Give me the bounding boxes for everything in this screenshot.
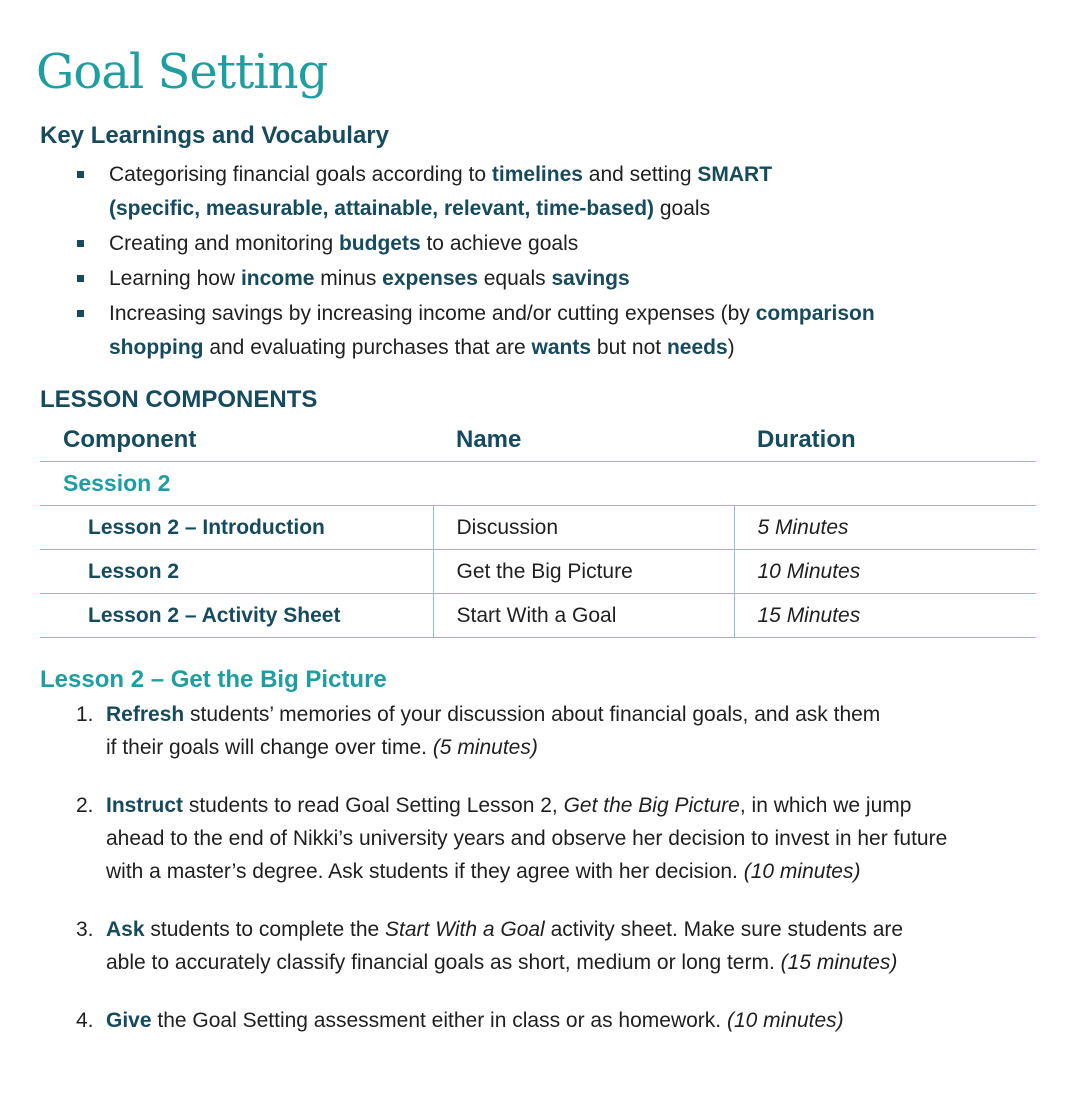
column-header: Duration xyxy=(734,418,1036,462)
step-number: 2. xyxy=(76,794,94,817)
name-cell: Discussion xyxy=(433,506,734,550)
bullet-square-icon xyxy=(77,310,84,317)
step-number: 1. xyxy=(76,703,94,726)
name-cell: Get the Big Picture xyxy=(433,550,734,594)
session-row xyxy=(40,462,1036,506)
step-number: 4. xyxy=(76,1009,94,1032)
session-label: Session 2 xyxy=(40,462,1036,506)
table-row xyxy=(40,594,1036,638)
list-item: Increasing savings by increasing income and/or cutting expenses (by comparison shopping and evaluating purchases that are wants but not needs) xyxy=(74,297,1014,365)
bullet-square-icon xyxy=(77,240,84,247)
table-header-row xyxy=(40,418,1036,462)
name-cell: Start With a Goal xyxy=(433,594,734,638)
duration-cell: 10 Minutes xyxy=(734,550,1036,594)
table-row xyxy=(40,550,1036,594)
component-cell: Lesson 2 – Activity Sheet xyxy=(40,594,433,638)
list-item: Categorising financial goals according to timelines and setting SMART (specific, measurable, attainable, relevant, time-based) goals xyxy=(74,158,1014,226)
list-item: 4. Give the Goal Setting assessment either in class or as homework. (10 minutes) xyxy=(64,1004,1044,1037)
list-item: 2. Instruct students to read Goal Setting Lesson 2, Get the Big Picture, in which we jump ahead to the end of Nikki’s university years and observe her decision to invest in her future with a master’s degree. Ask students if they agree with her decision. (10 minutes) xyxy=(64,789,1044,888)
lesson-components-table xyxy=(40,418,1036,638)
component-cell: Lesson 2 xyxy=(40,550,433,594)
bullet-square-icon xyxy=(77,275,84,282)
duration-cell: 5 Minutes xyxy=(734,506,1036,550)
page-title: Goal Setting xyxy=(36,44,328,100)
duration-cell: 15 Minutes xyxy=(734,594,1036,638)
component-cell: Lesson 2 – Introduction xyxy=(40,506,433,550)
key-learnings-list xyxy=(74,158,1014,366)
list-item: Learning how income minus expenses equals savings xyxy=(74,262,1014,296)
key-learnings-heading: Key Learnings and Vocabulary xyxy=(40,122,389,149)
lesson-section-heading: Lesson 2 – Get the Big Picture xyxy=(40,666,387,693)
bullet-square-icon xyxy=(77,171,84,178)
step-number: 3. xyxy=(76,918,94,941)
list-item: 1. Refresh students’ memories of your discussion about financial goals, and ask them if their goals will change over time. (5 minutes) xyxy=(64,698,1044,764)
list-item: 3. Ask students to complete the Start With a Goal activity sheet. Make sure students are able to accurately classify financial goals as short, medium or long term. (15 minutes) xyxy=(64,913,1044,979)
list-item: Creating and monitoring budgets to achieve goals xyxy=(74,227,1014,261)
table-row xyxy=(40,506,1036,550)
lesson-steps-list xyxy=(64,698,1044,1037)
column-header: Name xyxy=(433,418,734,462)
column-header: Component xyxy=(40,418,433,462)
lesson-components-heading: LESSON COMPONENTS xyxy=(40,386,318,413)
